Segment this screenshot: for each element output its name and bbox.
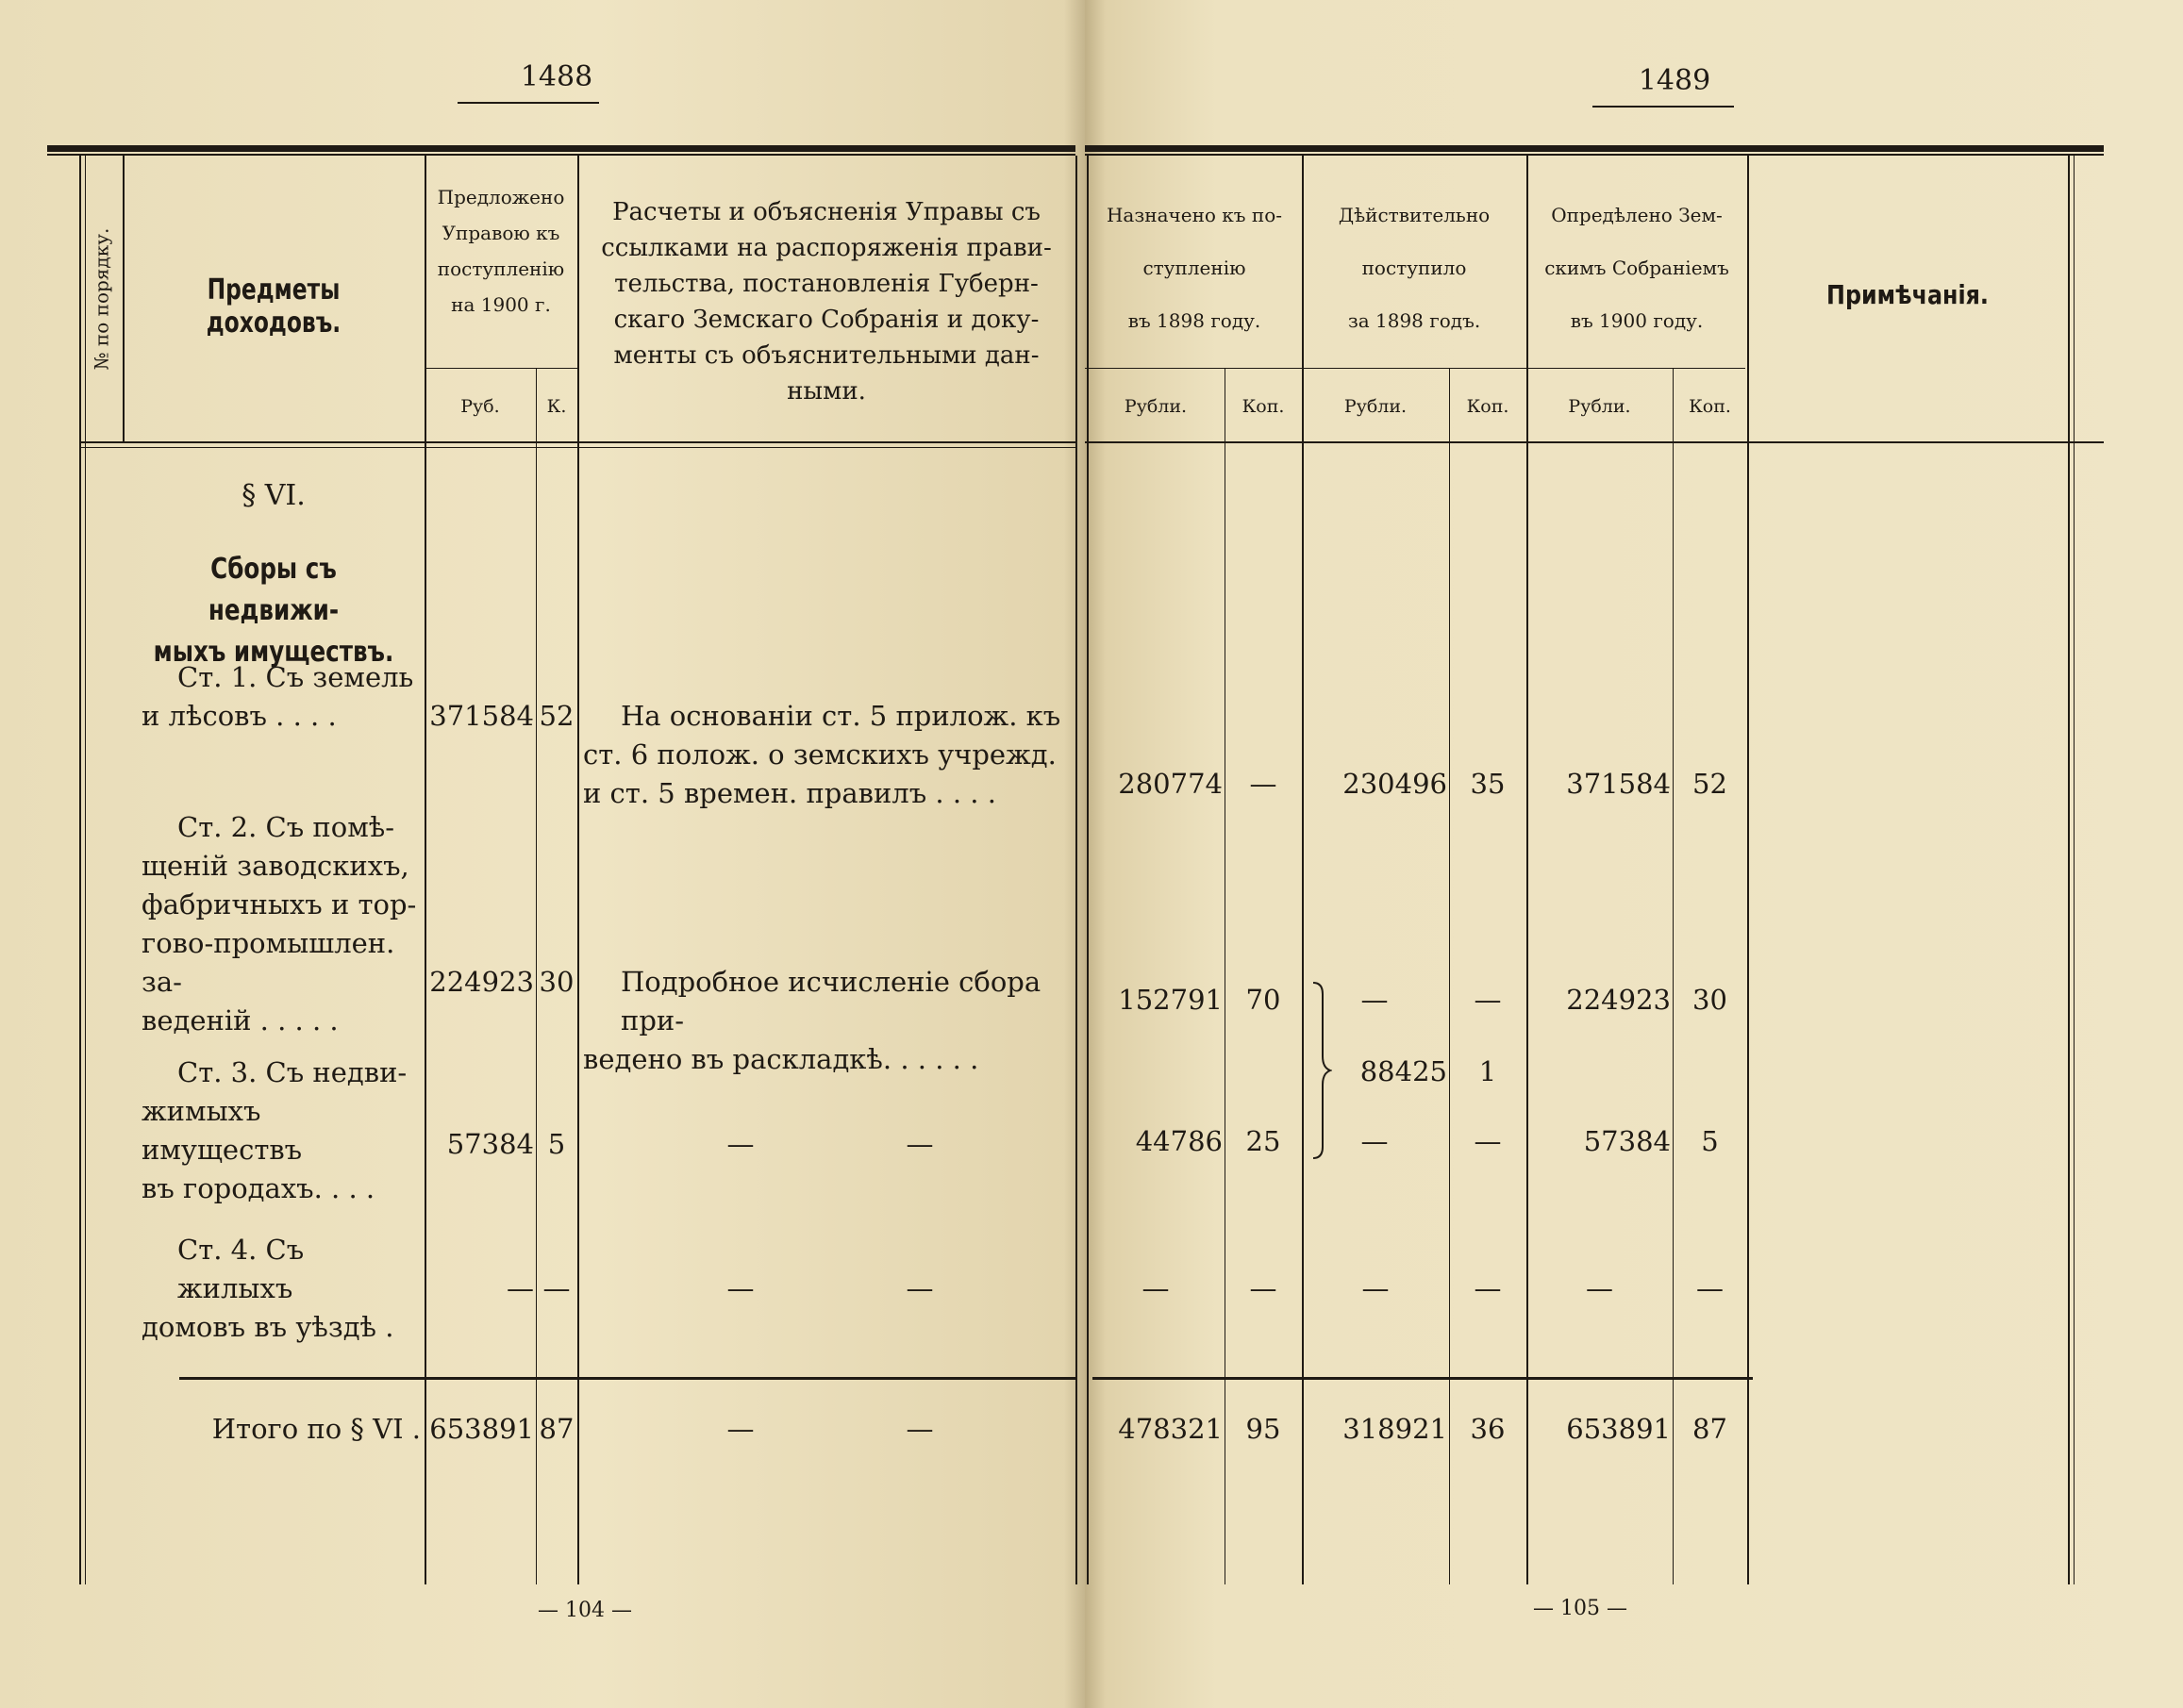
header-proposed-rub: Руб. bbox=[460, 396, 500, 417]
row-2-proposed-rub: 224923 bbox=[429, 966, 534, 998]
total-proposed-rub: 653891 bbox=[429, 1413, 534, 1445]
r-row-4-actual-kop: — bbox=[1474, 1125, 1502, 1157]
header-notes: Примѣчанія. bbox=[1826, 279, 1989, 310]
row-4-explanation-dash-1: — bbox=[726, 1272, 755, 1304]
col-line-5 bbox=[1075, 156, 1077, 1584]
row-2-label: Ст. 2. Съ помѣ- щеній заводскихъ, фабричныхъ и тор- гово-промышлен. за- веденій . . . . . bbox=[142, 811, 417, 1036]
r-row-5-det-kop: — bbox=[1696, 1272, 1724, 1304]
subheader-rule-right bbox=[1085, 368, 1745, 369]
header-actual-rub: Рубли. bbox=[1343, 396, 1408, 417]
header-det-kop: Коп. bbox=[1689, 396, 1731, 417]
col-line-r7 bbox=[1747, 156, 1749, 1584]
r-total-det-rub: 653891 bbox=[1566, 1413, 1671, 1445]
totals-rule-right bbox=[1092, 1377, 1753, 1380]
r-row-2-actual-rub: — bbox=[1360, 984, 1389, 1016]
r-total-assigned-kop: 95 bbox=[1245, 1413, 1281, 1445]
header-subjects: Предметы доходовъ. bbox=[206, 274, 342, 340]
r-row-5-det-rub: — bbox=[1586, 1272, 1613, 1304]
row-4-proposed-kop: — bbox=[542, 1272, 571, 1304]
col-line-r8 bbox=[2068, 156, 2070, 1584]
section-name: Сборы съ недвижи- мыхъ имуществъ. bbox=[153, 553, 394, 669]
row-1-proposed-rub: 371584 bbox=[429, 700, 534, 732]
row-1-proposed-kop: 52 bbox=[539, 700, 575, 732]
row-1-explanation: На основаніи ст. 5 прилож. къ ст. 6 полож. о земскихъ учрежд. и ст. 5 времен. правилъ . . . . bbox=[583, 700, 1061, 809]
r-row-2-assigned-kop: 70 bbox=[1245, 984, 1281, 1016]
header-proposed-kop: К. bbox=[546, 396, 567, 417]
top-rule-right bbox=[1085, 145, 2104, 152]
col-line-2 bbox=[123, 156, 125, 443]
footer-left: — 104 — bbox=[538, 1599, 632, 1622]
header-proposed: Предложено Управою къ поступленію на 1900 г. bbox=[437, 186, 565, 316]
col-line-r4 bbox=[1449, 368, 1450, 1584]
r-row-1-actual-kop: 35 bbox=[1470, 768, 1506, 800]
total-explanation-dash-2: — bbox=[906, 1413, 934, 1445]
subheader-rule-proposed bbox=[425, 368, 577, 369]
row-4-explanation-dash-2: — bbox=[906, 1272, 934, 1304]
row-3-proposed-rub: 57384 bbox=[446, 1128, 534, 1160]
row-3-explanation-dash-1: — bbox=[726, 1128, 755, 1160]
header-assigned-rub: Рубли. bbox=[1124, 396, 1188, 417]
row-2-proposed-kop: 30 bbox=[539, 966, 575, 998]
r-total-det-kop: 87 bbox=[1692, 1413, 1727, 1445]
r-row-4-assigned-kop: 25 bbox=[1245, 1125, 1281, 1157]
row-3-label: Ст. 3. Съ недви- жимыхъ имуществъ въ городахъ. . . . bbox=[142, 1056, 408, 1204]
col-line-r5 bbox=[1526, 156, 1528, 1584]
header-assigned-kop: Коп. bbox=[1241, 396, 1285, 417]
page-number-left: 1488 bbox=[520, 60, 593, 93]
r-row-5-assigned-rub: — bbox=[1141, 1272, 1170, 1304]
r-total-actual-kop: 36 bbox=[1470, 1413, 1506, 1445]
header-explanations: Расчеты и объясненія Управы съ ссылками на распоряженія прави- тельства, постановленія Губерн- скаго Земскаго Собранія и доку- менты съ объяснительными дан- ными. bbox=[601, 198, 1052, 406]
r-row-4-det-kop: 5 bbox=[1701, 1125, 1719, 1157]
r-row-4-det-rub: 57384 bbox=[1583, 1125, 1671, 1157]
r-row-2-assigned-rub: 152791 bbox=[1118, 984, 1223, 1016]
footer-right: — 105 — bbox=[1533, 1597, 1627, 1620]
r-row-3-actual-rub: 88425 bbox=[1359, 1055, 1447, 1087]
row-3-proposed-kop: 5 bbox=[547, 1128, 566, 1160]
r-row-5-actual-kop: — bbox=[1474, 1272, 1502, 1304]
r-total-assigned-rub: 478321 bbox=[1118, 1413, 1223, 1445]
total-explanation-dash-1: — bbox=[726, 1413, 755, 1445]
header-assigned: Назначено къ по- ступленію въ 1898 году. bbox=[1106, 204, 1283, 332]
row-1-label: Ст. 1. Съ земель и лѣсовъ . . . . bbox=[142, 661, 414, 732]
row-2-explanation: Подробное исчисленіе сбора при- ведено въ раскладкѣ. . . . . . bbox=[583, 966, 1042, 1075]
r-row-5-assigned-kop: — bbox=[1249, 1272, 1277, 1304]
header-actual-kop: Коп. bbox=[1466, 396, 1509, 417]
top-rule-thin-right bbox=[1085, 154, 2104, 156]
r-row-3-actual-kop: 1 bbox=[1478, 1055, 1497, 1087]
r-row-1-det-kop: 52 bbox=[1692, 768, 1727, 800]
r-total-actual-rub: 318921 bbox=[1342, 1413, 1447, 1445]
col-line-r8b bbox=[2074, 156, 2075, 1584]
r-row-4-actual-rub: — bbox=[1360, 1125, 1389, 1157]
row-4-proposed-rub: — bbox=[507, 1272, 534, 1304]
r-row-5-actual-rub: — bbox=[1361, 1272, 1390, 1304]
r-row-1-det-rub: 371584 bbox=[1566, 768, 1671, 800]
page-number-right: 1489 bbox=[1638, 64, 1711, 97]
row-4-label: Ст. 4. Съ жилыхъ домовъ въ уѣздѣ . bbox=[142, 1234, 394, 1343]
col-line-3 bbox=[425, 156, 426, 1584]
r-row-2-det-rub: 224923 bbox=[1566, 984, 1671, 1016]
total-proposed-kop: 87 bbox=[539, 1413, 575, 1445]
col-line-r3 bbox=[1302, 156, 1304, 1584]
section-title: § VI. bbox=[242, 479, 306, 512]
r-row-1-assigned-rub: 280774 bbox=[1118, 768, 1223, 800]
page-number-underline-left bbox=[458, 102, 599, 104]
top-rule-left bbox=[47, 145, 1075, 152]
row-3-explanation-dash-2: — bbox=[906, 1128, 934, 1160]
col-line-r1 bbox=[1087, 156, 1089, 1584]
header-determined: Опредѣлено Зем- скимъ Собраніемъ въ 1900 году. bbox=[1544, 204, 1729, 332]
header-order-no: № по порядку. bbox=[90, 227, 112, 370]
col-line-r6 bbox=[1673, 368, 1674, 1584]
r-row-4-assigned-rub: 44786 bbox=[1135, 1125, 1223, 1157]
header-det-rub: Рубли. bbox=[1568, 396, 1631, 417]
r-row-1-actual-rub: 230496 bbox=[1342, 768, 1447, 800]
top-rule-thin-left bbox=[47, 154, 1075, 156]
page-number-underline-right bbox=[1592, 106, 1734, 108]
totals-rule-left bbox=[179, 1377, 1075, 1380]
total-label: Итого по § VI . bbox=[211, 1413, 421, 1445]
r-row-2-det-kop: 30 bbox=[1692, 984, 1727, 1016]
r-row-1-assigned-kop: — bbox=[1249, 768, 1277, 800]
header-actual: Дѣйствительно поступило за 1898 годъ. bbox=[1338, 204, 1491, 332]
header-bottom-rule-right bbox=[1085, 441, 2104, 443]
r-row-2-actual-kop: — bbox=[1474, 984, 1502, 1016]
